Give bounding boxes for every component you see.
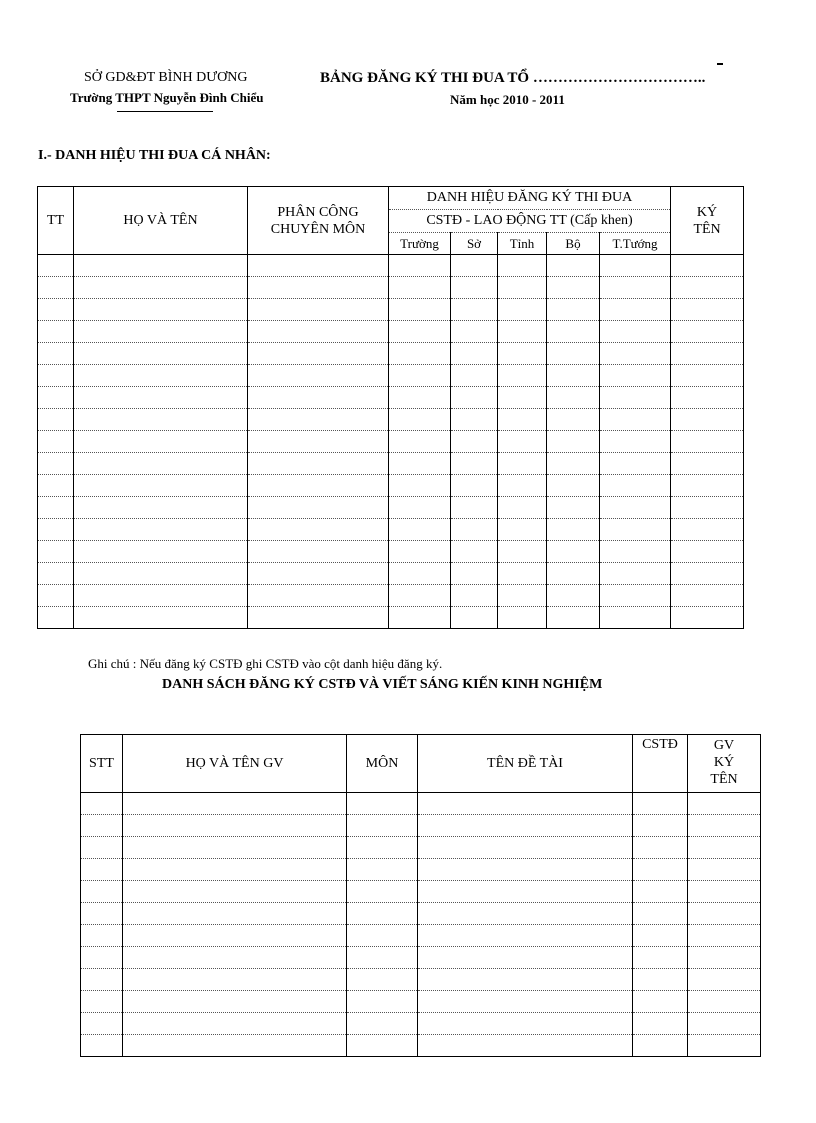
blank-cell[interactable] <box>547 255 600 277</box>
blank-cell[interactable] <box>248 497 389 519</box>
blank-cell[interactable] <box>347 925 418 947</box>
blank-cell[interactable] <box>633 859 688 881</box>
blank-cell[interactable] <box>248 431 389 453</box>
blank-cell[interactable] <box>688 837 761 859</box>
table-row <box>38 365 744 387</box>
blank-cell[interactable] <box>389 607 451 629</box>
department-name: SỞ GD&ĐT BÌNH DƯƠNG <box>84 70 248 85</box>
blank-cell[interactable] <box>547 519 600 541</box>
blank-cell[interactable] <box>248 299 389 321</box>
blank-cell[interactable] <box>498 475 547 497</box>
blank-cell[interactable] <box>81 881 123 903</box>
blank-cell[interactable] <box>498 497 547 519</box>
blank-cell[interactable] <box>74 607 248 629</box>
blank-cell[interactable] <box>38 299 74 321</box>
blank-cell[interactable] <box>38 475 74 497</box>
blank-cell[interactable] <box>671 563 744 585</box>
table-row <box>38 431 744 453</box>
table-row <box>81 991 761 1013</box>
blank-cell[interactable] <box>418 837 633 859</box>
blank-cell[interactable] <box>600 475 671 497</box>
blank-cell[interactable] <box>547 497 600 519</box>
blank-cell[interactable] <box>38 343 74 365</box>
col-cstd-header: CSTĐ <box>633 735 688 793</box>
blank-cell[interactable] <box>389 541 451 563</box>
blank-cell[interactable] <box>547 343 600 365</box>
blank-cell[interactable] <box>74 541 248 563</box>
blank-cell[interactable] <box>38 585 74 607</box>
blank-cell[interactable] <box>451 387 498 409</box>
blank-cell[interactable] <box>123 969 347 991</box>
col-sign-line1: KÝ <box>696 204 718 220</box>
level-school-header: Trường <box>389 233 451 255</box>
blank-cell[interactable] <box>600 255 671 277</box>
blank-cell[interactable] <box>600 497 671 519</box>
blank-cell[interactable] <box>38 409 74 431</box>
blank-cell[interactable] <box>389 585 451 607</box>
section1-heading: I.- DANH HIỆU THI ĐUA CÁ NHÂN: <box>38 148 271 163</box>
table-row <box>81 815 761 837</box>
blank-cell[interactable] <box>38 365 74 387</box>
blank-cell[interactable] <box>74 453 248 475</box>
table-row <box>38 321 744 343</box>
blank-cell[interactable] <box>389 365 451 387</box>
blank-cell[interactable] <box>547 409 600 431</box>
blank-cell[interactable] <box>498 541 547 563</box>
blank-cell[interactable] <box>451 255 498 277</box>
blank-cell[interactable] <box>38 519 74 541</box>
blank-cell[interactable] <box>600 321 671 343</box>
blank-cell[interactable] <box>74 255 248 277</box>
blank-cell[interactable] <box>633 815 688 837</box>
blank-cell[interactable] <box>347 837 418 859</box>
blank-cell[interactable] <box>389 453 451 475</box>
table-row <box>81 1035 761 1057</box>
blank-cell[interactable] <box>498 343 547 365</box>
blank-cell[interactable] <box>633 947 688 969</box>
blank-cell[interactable] <box>600 585 671 607</box>
blank-cell[interactable] <box>123 881 347 903</box>
blank-cell[interactable] <box>498 453 547 475</box>
blank-cell[interactable] <box>81 969 123 991</box>
blank-cell[interactable] <box>347 903 418 925</box>
blank-cell[interactable] <box>451 497 498 519</box>
blank-cell[interactable] <box>389 519 451 541</box>
blank-cell[interactable] <box>248 563 389 585</box>
blank-cell[interactable] <box>74 563 248 585</box>
blank-cell[interactable] <box>498 519 547 541</box>
blank-cell[interactable] <box>248 475 389 497</box>
blank-cell[interactable] <box>451 607 498 629</box>
blank-cell[interactable] <box>74 519 248 541</box>
col-assignment-header <box>248 187 389 255</box>
col-assignment-line2: CHUYÊN MÔN <box>270 221 366 237</box>
blank-cell[interactable] <box>248 343 389 365</box>
table-row <box>38 409 744 431</box>
blank-cell[interactable] <box>81 815 123 837</box>
blank-cell[interactable] <box>547 365 600 387</box>
blank-cell[interactable] <box>74 585 248 607</box>
blank-cell[interactable] <box>633 1035 688 1057</box>
blank-cell[interactable] <box>671 365 744 387</box>
blank-cell[interactable] <box>688 925 761 947</box>
blank-cell[interactable] <box>418 969 633 991</box>
blank-cell[interactable] <box>74 299 248 321</box>
col-subject-header: MÔN <box>347 735 418 793</box>
table-row <box>38 541 744 563</box>
blank-cell[interactable] <box>547 475 600 497</box>
blank-cell[interactable] <box>671 541 744 563</box>
blank-cell[interactable] <box>600 563 671 585</box>
blank-cell[interactable] <box>389 255 451 277</box>
blank-cell[interactable] <box>418 793 633 815</box>
blank-cell[interactable] <box>38 387 74 409</box>
blank-cell[interactable] <box>81 837 123 859</box>
table-row <box>38 387 744 409</box>
blank-cell[interactable] <box>81 925 123 947</box>
blank-cell[interactable] <box>248 541 389 563</box>
blank-cell[interactable] <box>498 409 547 431</box>
table-row <box>81 947 761 969</box>
col-gv-sign-line1: GV <box>713 738 735 753</box>
blank-cell[interactable] <box>389 475 451 497</box>
blank-cell[interactable] <box>248 519 389 541</box>
blank-cell[interactable] <box>418 903 633 925</box>
blank-cell[interactable] <box>123 815 347 837</box>
blank-cell[interactable] <box>418 815 633 837</box>
blank-cell[interactable] <box>547 277 600 299</box>
blank-cell[interactable] <box>38 541 74 563</box>
blank-cell[interactable] <box>74 409 248 431</box>
col-gv-sign-line2: KÝ <box>713 755 735 770</box>
blank-cell[interactable] <box>451 541 498 563</box>
blank-cell[interactable] <box>74 387 248 409</box>
blank-cell[interactable] <box>389 321 451 343</box>
blank-cell[interactable] <box>347 991 418 1013</box>
blank-cell[interactable] <box>248 453 389 475</box>
registration-list-table <box>80 734 761 1057</box>
table-row <box>81 903 761 925</box>
blank-cell[interactable] <box>671 387 744 409</box>
table-row <box>38 519 744 541</box>
blank-cell[interactable] <box>74 475 248 497</box>
blank-cell[interactable] <box>123 793 347 815</box>
blank-cell[interactable] <box>451 453 498 475</box>
blank-cell[interactable] <box>671 409 744 431</box>
blank-cell[interactable] <box>451 299 498 321</box>
col-sign-line2: TÊN <box>693 221 721 237</box>
blank-cell[interactable] <box>688 859 761 881</box>
col-gv-sign-line3: TÊN <box>710 772 738 787</box>
blank-cell[interactable] <box>347 815 418 837</box>
blank-cell[interactable] <box>498 365 547 387</box>
blank-cell[interactable] <box>451 321 498 343</box>
blank-cell[interactable] <box>688 1035 761 1057</box>
blank-cell[interactable] <box>671 277 744 299</box>
blank-cell[interactable] <box>498 299 547 321</box>
blank-cell[interactable] <box>600 409 671 431</box>
blank-cell[interactable] <box>123 991 347 1013</box>
blank-cell[interactable] <box>74 431 248 453</box>
level-province-header: Tỉnh <box>498 233 547 255</box>
blank-cell[interactable] <box>633 1013 688 1035</box>
blank-cell[interactable] <box>633 881 688 903</box>
blank-cell[interactable] <box>74 277 248 299</box>
blank-cell[interactable] <box>547 563 600 585</box>
blank-cell[interactable] <box>451 431 498 453</box>
blank-cell[interactable] <box>671 431 744 453</box>
blank-cell[interactable] <box>671 321 744 343</box>
blank-cell[interactable] <box>38 607 74 629</box>
corner-mark <box>717 63 723 65</box>
blank-cell[interactable] <box>389 343 451 365</box>
blank-cell[interactable] <box>418 947 633 969</box>
blank-cell[interactable] <box>81 991 123 1013</box>
blank-cell[interactable] <box>123 1035 347 1057</box>
col-tt-header: TT <box>38 187 74 255</box>
blank-cell[interactable] <box>248 255 389 277</box>
blank-cell[interactable] <box>600 541 671 563</box>
blank-cell[interactable] <box>671 343 744 365</box>
table-row <box>38 563 744 585</box>
blank-cell[interactable] <box>600 299 671 321</box>
blank-cell[interactable] <box>671 585 744 607</box>
table-row <box>81 793 761 815</box>
blank-cell[interactable] <box>389 387 451 409</box>
blank-cell[interactable] <box>451 475 498 497</box>
table-row <box>81 1013 761 1035</box>
blank-cell[interactable] <box>123 1013 347 1035</box>
blank-cell[interactable] <box>123 837 347 859</box>
blank-cell[interactable] <box>498 277 547 299</box>
table-row <box>81 969 761 991</box>
blank-cell[interactable] <box>418 881 633 903</box>
blank-cell[interactable] <box>688 903 761 925</box>
title-group-header: DANH HIỆU ĐĂNG KÝ THI ĐUA <box>389 187 671 210</box>
table-row <box>38 343 744 365</box>
individual-emulation-table <box>37 186 744 629</box>
blank-cell[interactable] <box>248 321 389 343</box>
blank-cell[interactable] <box>600 431 671 453</box>
blank-cell[interactable] <box>688 1013 761 1035</box>
blank-cell[interactable] <box>248 607 389 629</box>
blank-cell[interactable] <box>671 607 744 629</box>
blank-cell[interactable] <box>688 991 761 1013</box>
title-subgroup-header: CSTĐ - LAO ĐỘNG TT (Cấp khen) <box>389 210 671 233</box>
blank-cell[interactable] <box>547 299 600 321</box>
level-department-header: Sở <box>451 233 498 255</box>
blank-cell[interactable] <box>547 607 600 629</box>
blank-cell[interactable] <box>418 1035 633 1057</box>
note-text: Ghi chú : Nếu đăng ký CSTĐ ghi CSTĐ vào cột danh hiệu đăng ký. <box>88 656 443 671</box>
blank-cell[interactable] <box>74 321 248 343</box>
blank-cell[interactable] <box>248 387 389 409</box>
blank-cell[interactable] <box>498 255 547 277</box>
blank-cell[interactable] <box>248 409 389 431</box>
table-row <box>81 881 761 903</box>
blank-cell[interactable] <box>688 815 761 837</box>
level-prime-minister-header: T.Tướng <box>600 233 671 255</box>
blank-cell[interactable] <box>418 991 633 1013</box>
blank-cell[interactable] <box>248 585 389 607</box>
table-row <box>81 859 761 881</box>
blank-cell[interactable] <box>498 321 547 343</box>
blank-cell[interactable] <box>123 925 347 947</box>
blank-cell[interactable] <box>671 497 744 519</box>
blank-cell[interactable] <box>451 519 498 541</box>
blank-cell[interactable] <box>600 607 671 629</box>
blank-cell[interactable] <box>633 991 688 1013</box>
blank-cell[interactable] <box>81 793 123 815</box>
blank-cell[interactable] <box>389 563 451 585</box>
blank-cell[interactable] <box>389 299 451 321</box>
blank-cell[interactable] <box>547 541 600 563</box>
blank-cell[interactable] <box>81 1035 123 1057</box>
blank-cell[interactable] <box>451 343 498 365</box>
blank-cell[interactable] <box>38 321 74 343</box>
blank-cell[interactable] <box>547 585 600 607</box>
blank-cell[interactable] <box>633 969 688 991</box>
blank-cell[interactable] <box>688 793 761 815</box>
blank-cell[interactable] <box>600 387 671 409</box>
col-stt-header: STT <box>81 735 123 793</box>
blank-cell[interactable] <box>347 947 418 969</box>
table-row <box>38 453 744 475</box>
blank-cell[interactable] <box>38 497 74 519</box>
blank-cell[interactable] <box>74 365 248 387</box>
col-topic-header: TÊN ĐỀ TÀI <box>418 735 633 793</box>
blank-cell[interactable] <box>633 903 688 925</box>
blank-cell[interactable] <box>633 925 688 947</box>
col-name-header: HỌ VÀ TÊN <box>74 187 248 255</box>
blank-cell[interactable] <box>688 969 761 991</box>
blank-cell[interactable] <box>347 859 418 881</box>
col-assignment-line1: PHÂN CÔNG <box>277 204 359 220</box>
blank-cell[interactable] <box>123 903 347 925</box>
blank-cell[interactable] <box>347 881 418 903</box>
blank-cell[interactable] <box>38 563 74 585</box>
blank-cell[interactable] <box>451 585 498 607</box>
blank-cell[interactable] <box>248 277 389 299</box>
section2-heading: DANH SÁCH ĐĂNG KÝ CSTĐ VÀ VIẾT SÁNG KIẾN KINH NGHIỆM <box>162 677 603 692</box>
blank-cell[interactable] <box>633 793 688 815</box>
blank-cell[interactable] <box>38 431 74 453</box>
table-row <box>38 497 744 519</box>
blank-cell[interactable] <box>498 585 547 607</box>
blank-cell[interactable] <box>389 431 451 453</box>
blank-cell[interactable] <box>671 475 744 497</box>
blank-cell[interactable] <box>38 255 74 277</box>
table-row <box>38 299 744 321</box>
blank-cell[interactable] <box>74 343 248 365</box>
blank-cell[interactable] <box>671 519 744 541</box>
blank-cell[interactable] <box>38 453 74 475</box>
blank-cell[interactable] <box>688 881 761 903</box>
blank-cell[interactable] <box>347 969 418 991</box>
blank-cell[interactable] <box>248 365 389 387</box>
blank-cell[interactable] <box>389 497 451 519</box>
blank-cell[interactable] <box>418 1013 633 1035</box>
blank-cell[interactable] <box>600 277 671 299</box>
blank-cell[interactable] <box>600 343 671 365</box>
blank-cell[interactable] <box>498 431 547 453</box>
blank-cell[interactable] <box>671 299 744 321</box>
blank-cell[interactable] <box>671 255 744 277</box>
school-name: Trường THPT Nguyễn Đình Chiểu <box>70 90 264 105</box>
blank-cell[interactable] <box>547 431 600 453</box>
blank-cell[interactable] <box>451 365 498 387</box>
blank-cell[interactable] <box>81 859 123 881</box>
school-year: Năm học 2010 - 2011 <box>450 92 565 107</box>
table-row <box>38 475 744 497</box>
col-teacher-name-header: HỌ VÀ TÊN GV <box>123 735 347 793</box>
blank-cell[interactable] <box>547 321 600 343</box>
blank-cell[interactable] <box>633 837 688 859</box>
blank-cell[interactable] <box>498 563 547 585</box>
blank-cell[interactable] <box>38 277 74 299</box>
blank-cell[interactable] <box>81 903 123 925</box>
table-row <box>38 585 744 607</box>
blank-cell[interactable] <box>451 277 498 299</box>
blank-cell[interactable] <box>389 409 451 431</box>
col-sign-header <box>671 187 744 255</box>
blank-cell[interactable] <box>671 453 744 475</box>
blank-cell[interactable] <box>451 563 498 585</box>
blank-cell[interactable] <box>347 1035 418 1057</box>
blank-cell[interactable] <box>418 859 633 881</box>
blank-cell[interactable] <box>600 519 671 541</box>
table-row <box>38 255 744 277</box>
blank-cell[interactable] <box>81 1013 123 1035</box>
blank-cell[interactable] <box>600 365 671 387</box>
table-row <box>81 837 761 859</box>
blank-cell[interactable] <box>123 947 347 969</box>
table-row <box>38 607 744 629</box>
blank-cell[interactable] <box>688 947 761 969</box>
table-row <box>38 277 744 299</box>
blank-cell[interactable] <box>81 947 123 969</box>
level-ministry-header: Bộ <box>547 233 600 255</box>
blank-cell[interactable] <box>547 453 600 475</box>
col-gv-sign-header <box>688 735 761 793</box>
table-row <box>81 925 761 947</box>
blank-cell[interactable] <box>498 607 547 629</box>
blank-cell[interactable] <box>123 859 347 881</box>
blank-cell[interactable] <box>347 793 418 815</box>
form-title: BẢNG ĐĂNG KÝ THI ĐUA TỔ …………………………….. <box>320 70 706 86</box>
blank-cell[interactable] <box>547 387 600 409</box>
blank-cell[interactable] <box>347 1013 418 1035</box>
blank-cell[interactable] <box>600 453 671 475</box>
blank-cell[interactable] <box>74 497 248 519</box>
blank-cell[interactable] <box>389 277 451 299</box>
blank-cell[interactable] <box>451 409 498 431</box>
school-underline <box>117 111 213 112</box>
blank-cell[interactable] <box>418 925 633 947</box>
blank-cell[interactable] <box>498 387 547 409</box>
